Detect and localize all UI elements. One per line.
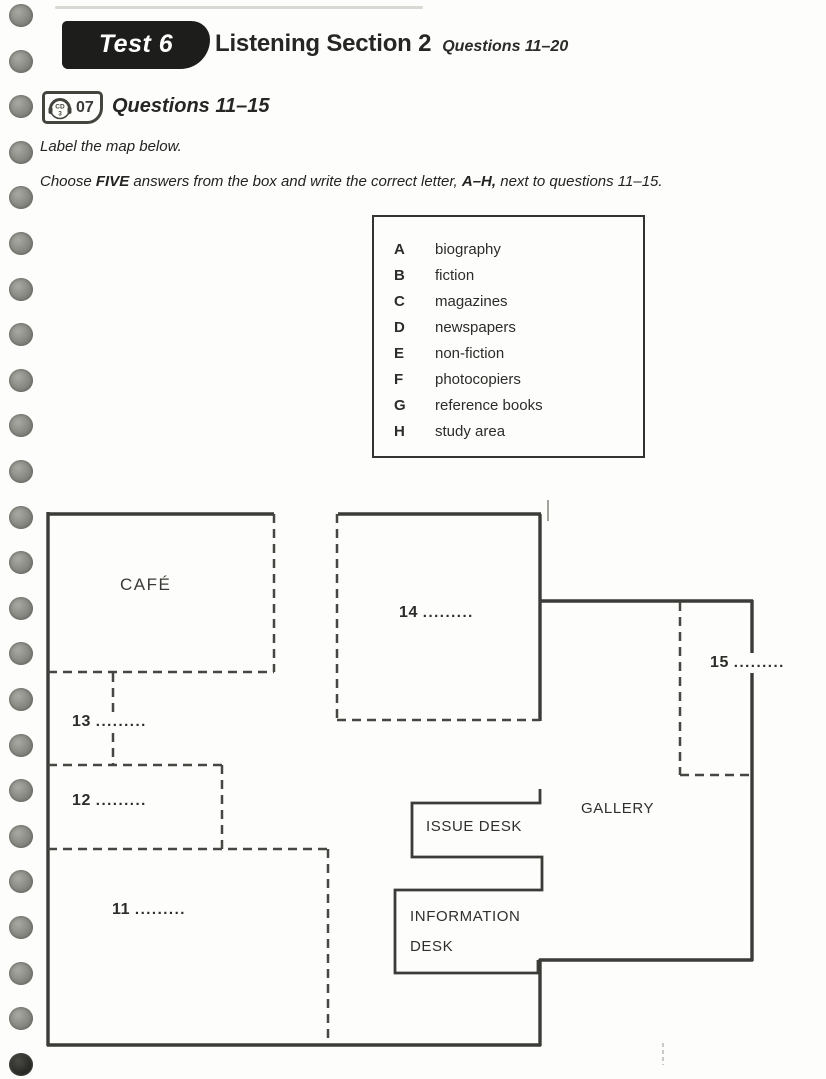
map-blank-13: 13 .........	[72, 713, 147, 730]
svg-text:CD: CD	[55, 103, 65, 111]
answer-option: B fiction	[394, 266, 475, 284]
svg-text:3: 3	[58, 110, 62, 118]
map-blank-11: 11 .........	[112, 901, 186, 918]
map-blank-15: 15 .........	[710, 654, 785, 671]
answer-option: A biography	[394, 240, 501, 258]
answer-option: H study area	[394, 422, 506, 440]
test-banner-label: Test 6	[98, 29, 174, 58]
instruction-line-1: Label the map below.	[40, 138, 182, 155]
answer-option: G reference books	[394, 396, 543, 414]
cafe-room-label: CAFÉ	[120, 575, 172, 594]
track-number: 07	[76, 98, 94, 116]
instruction-line-2: Choose FIVE answers from the box and write the correct letter, A–H, next to questions 11–15.	[40, 173, 663, 190]
answer-option: F photocopiers	[394, 370, 521, 388]
answer-option: D newspapers	[394, 318, 516, 336]
map-blank-12: 12 .........	[72, 792, 147, 809]
answer-option: C magazines	[394, 292, 508, 310]
answer-option: E non-fiction	[394, 344, 505, 362]
gallery-room-label: GALLERY	[581, 800, 655, 817]
questions-range-heading: Questions 11–15	[112, 95, 270, 117]
section-title: Listening Section 2	[215, 30, 432, 57]
information-desk-label: INFORMATION DESK	[410, 908, 521, 955]
issue-desk-label: ISSUE DESK	[426, 818, 523, 835]
section-title-questions: Questions 11–20	[442, 38, 569, 55]
map-blank-14: 14 .........	[399, 604, 474, 621]
